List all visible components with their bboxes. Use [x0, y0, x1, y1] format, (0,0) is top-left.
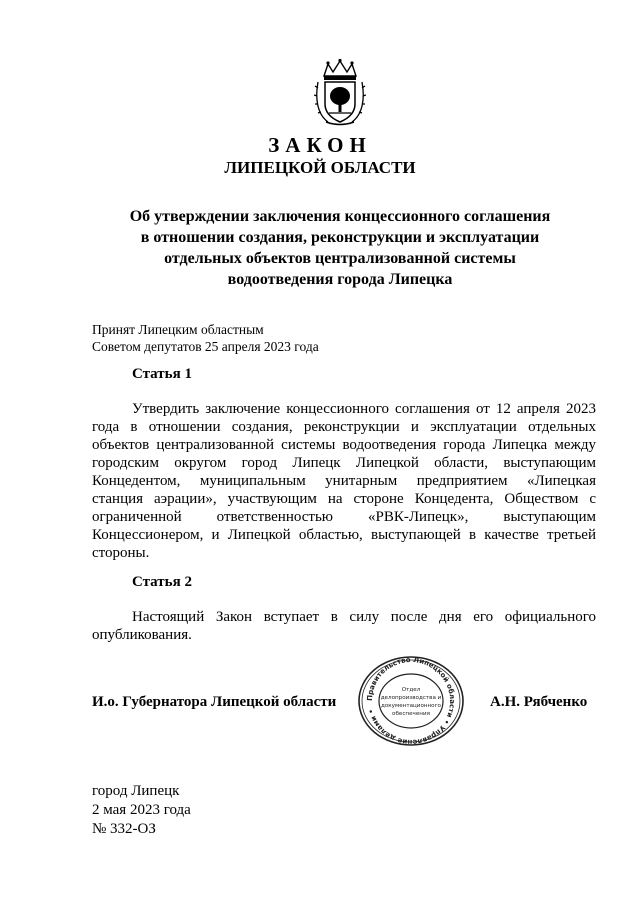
place-date-number — [92, 782, 191, 839]
stamp-inner-line: делопроизводства и — [380, 695, 442, 701]
text-line: года в отношении создания, реконструкции и эксплуатации отдельных — [92, 419, 596, 435]
article-1-text — [92, 400, 596, 562]
text-line: Концедентом, муниципальным унитарным предприятием «Липецкая — [92, 473, 596, 489]
text-line: Утвердить заключение концессионного соглашения от 12 апреля 2023 — [132, 401, 596, 417]
text-line: объектов централизованной системы водоотведения города Липецка между — [92, 437, 596, 453]
stamp-inner-line: Отдел — [401, 687, 421, 693]
signatory-position: И.о. Губернатора Липецкой области — [92, 694, 337, 710]
region-heading: ЛИПЕЦКОЙ ОБЛАСТИ — [224, 158, 416, 177]
coat-of-arms-emblem — [314, 58, 366, 126]
city: город Липецк — [92, 783, 180, 799]
law-number: № 332-ОЗ — [92, 821, 156, 837]
stamp-inner-line: документационного — [381, 703, 441, 709]
official-stamp — [356, 655, 466, 747]
text-line: стороны. — [92, 545, 150, 561]
law-heading: ЗАКОН — [268, 133, 372, 157]
subject-line: водоотведения города Липецка — [227, 271, 453, 288]
subject-line: отдельных объектов централизованной системы — [164, 250, 516, 267]
text-line: Настоящий Закон вступает в силу после дня его официального — [132, 609, 596, 625]
text-line: ограниченной ответственностью «РВК-Липецк», выступающим — [92, 509, 596, 525]
signatory-name: А.Н. Рябченко — [490, 694, 588, 710]
article-2-heading: Статья 2 — [132, 574, 192, 590]
adoption-line: Принят Липецким областным — [92, 322, 264, 337]
text-line: станция аэрации», участвующим на стороне Концедента, Обществом с — [92, 491, 596, 507]
text-line: городским округом город Липецк Липецкой области, выступающим — [92, 455, 596, 471]
subject-line: Об утверждении заключения концессионного соглашения — [129, 208, 551, 225]
law-subject-title — [90, 206, 590, 290]
text-line: Концессионером, и Липецкой областью, выступающей в качестве третьей — [92, 527, 596, 543]
signing-date: 2 мая 2023 года — [92, 802, 191, 818]
stamp-outer-text: Правительство Липецкой области • Управление делами • — [365, 655, 457, 747]
subject-line: в отношении создания, реконструкции и эксплуатации — [140, 229, 540, 246]
stamp-inner-line: обеспечения — [392, 711, 430, 717]
adoption-note — [92, 321, 319, 355]
adoption-line: Советом депутатов 25 апреля 2023 года — [92, 339, 319, 354]
text-line: опубликования. — [92, 627, 192, 643]
article-2-text — [92, 608, 596, 644]
article-1-heading: Статья 1 — [132, 366, 192, 382]
